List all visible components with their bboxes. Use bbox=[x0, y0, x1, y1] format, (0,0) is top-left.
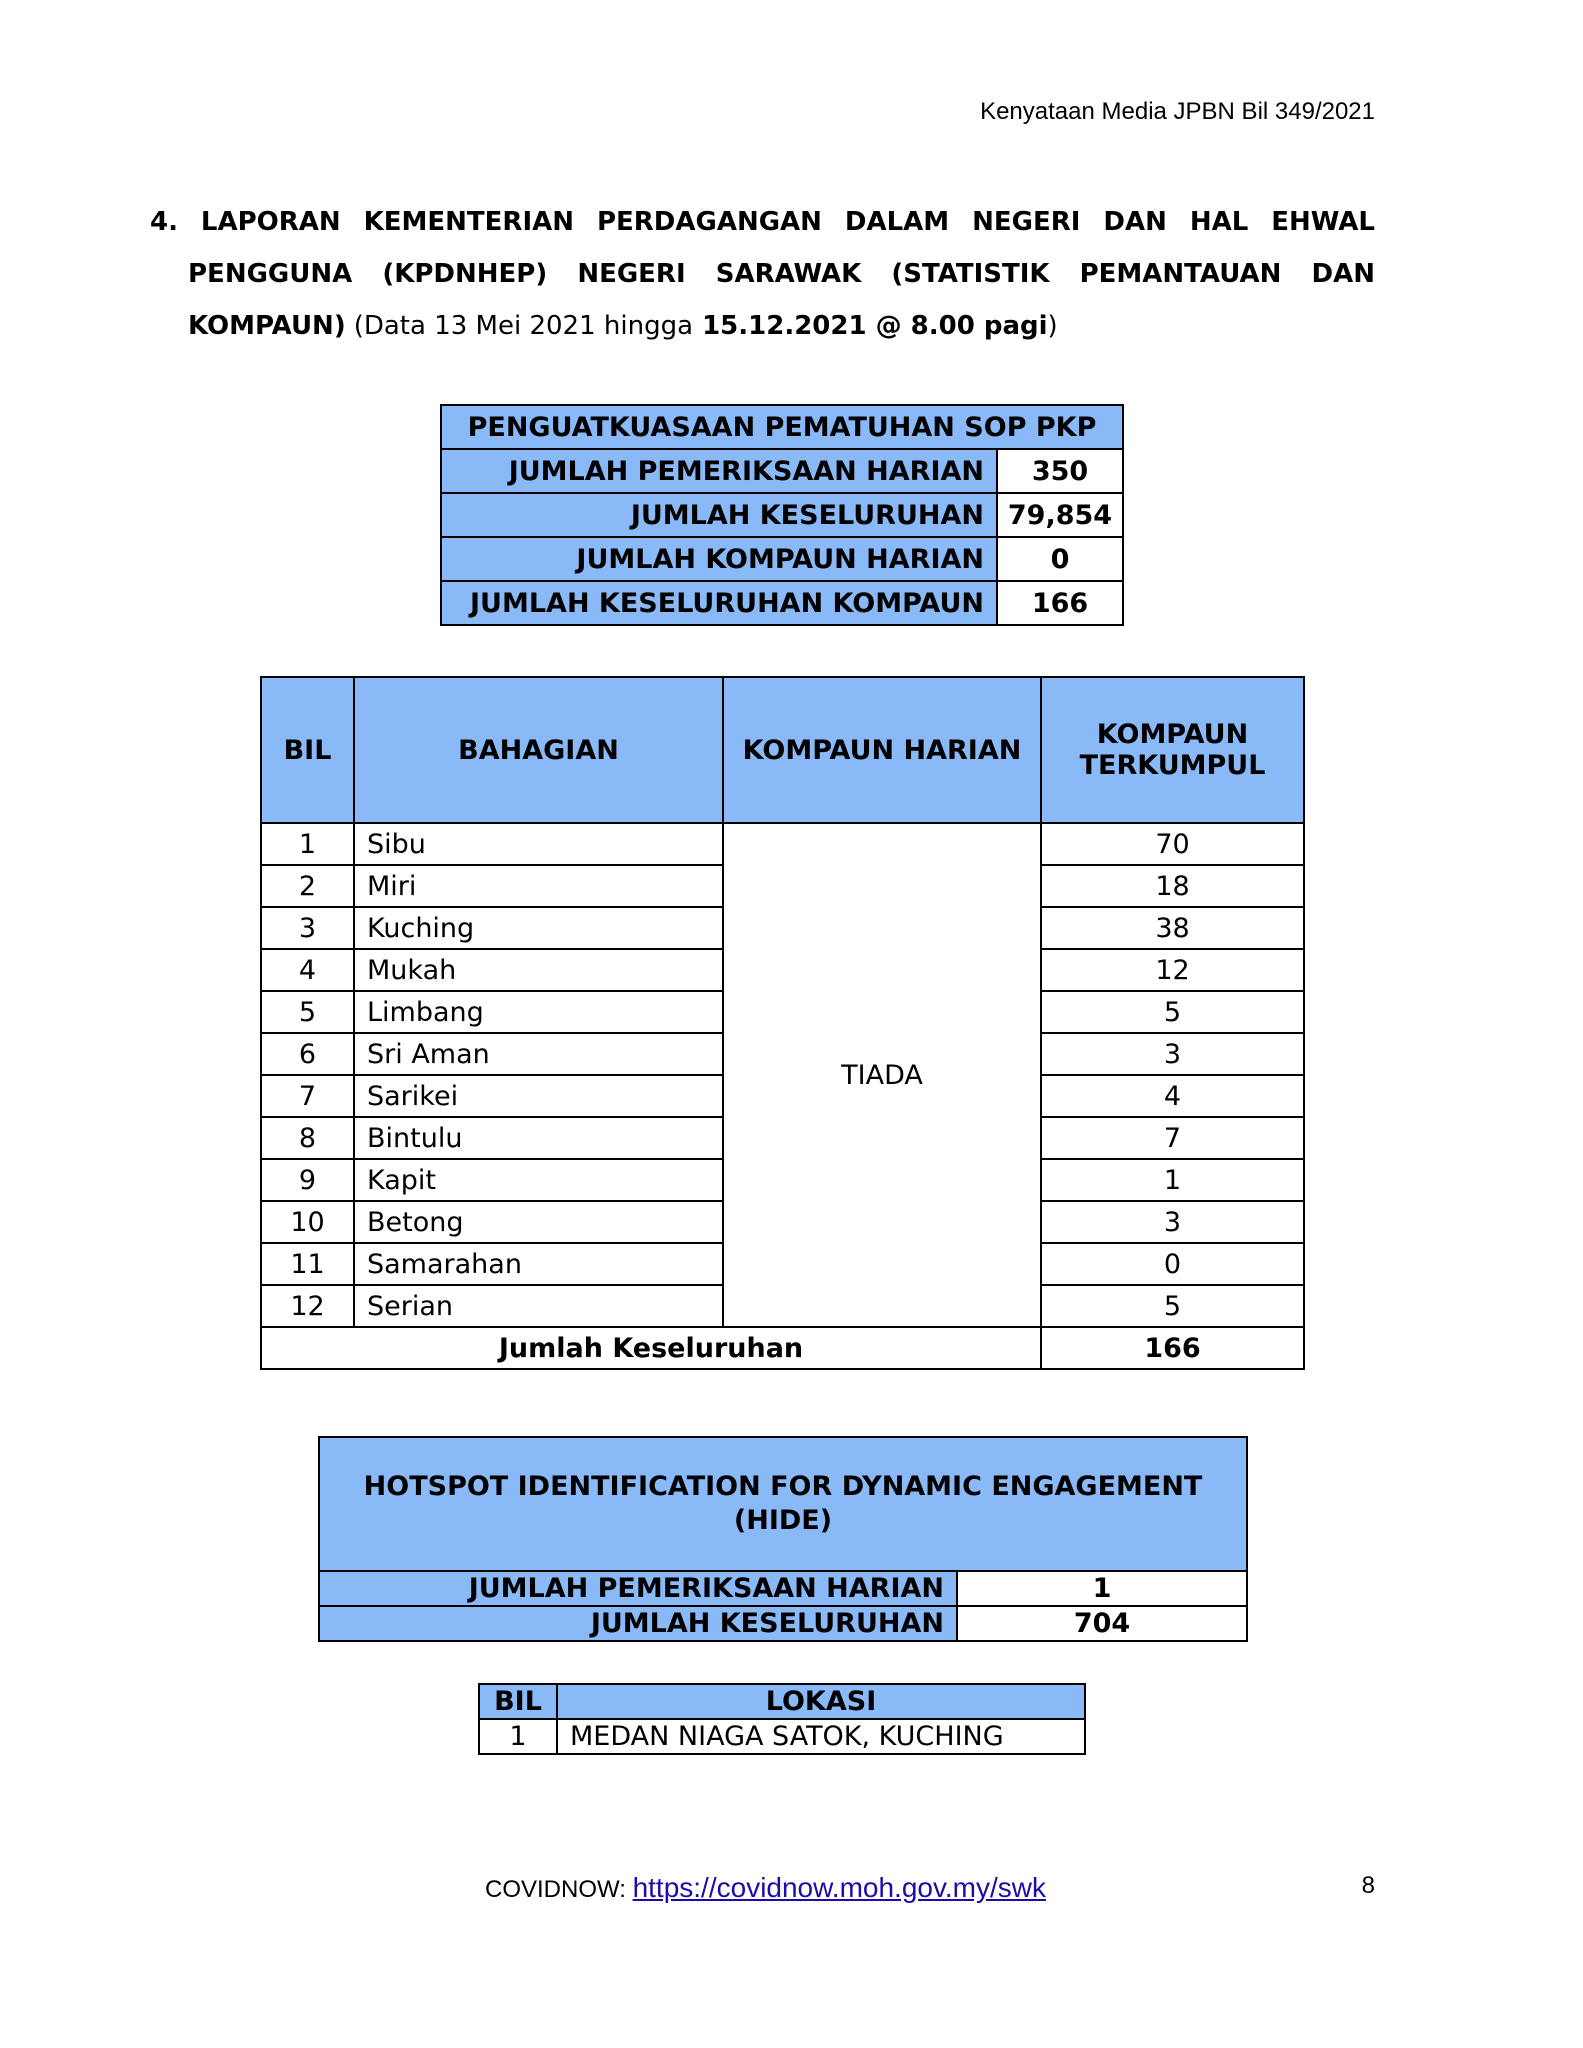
heading-word: SARAWAK bbox=[715, 259, 862, 289]
cell-kompaun-terkumpul: 7 bbox=[1041, 1117, 1304, 1159]
cell-kompaun-terkumpul: 5 bbox=[1041, 1285, 1304, 1327]
hide-table bbox=[318, 1436, 1248, 1642]
cell-bil: 1 bbox=[261, 823, 354, 865]
kompaun-by-division-table bbox=[260, 676, 1305, 1370]
header-line: TERKUMPUL bbox=[1079, 750, 1266, 781]
heading-word: HAL bbox=[1189, 207, 1249, 237]
header-bil: BIL bbox=[261, 677, 354, 823]
title-line: (HIDE) bbox=[733, 1505, 833, 1536]
cell-bahagian: Mukah bbox=[354, 949, 723, 991]
row-value: 0 bbox=[997, 537, 1123, 581]
cell-bil: 1 bbox=[479, 1719, 557, 1754]
row-label: JUMLAH KESELURUHAN bbox=[319, 1606, 957, 1641]
heading-close-paren: ) bbox=[1047, 311, 1058, 341]
heading-word: PEMANTAUAN bbox=[1079, 259, 1282, 289]
heading-line-3 bbox=[150, 300, 1375, 352]
cell-bahagian: Kuching bbox=[354, 907, 723, 949]
heading-date: 15.12.2021 @ 8.00 pagi bbox=[702, 311, 1048, 341]
heading-word: EHWAL bbox=[1271, 207, 1375, 237]
heading-line-2 bbox=[150, 248, 1375, 300]
cell-kompaun-terkumpul: 18 bbox=[1041, 865, 1304, 907]
cell-bil: 3 bbox=[261, 907, 354, 949]
heading-word: LAPORAN bbox=[200, 207, 341, 237]
cell-bil: 9 bbox=[261, 1159, 354, 1201]
header-bil: BIL bbox=[479, 1684, 557, 1719]
row-value: 704 bbox=[957, 1606, 1247, 1641]
cell-kompaun-harian-merged: TIADA bbox=[723, 823, 1041, 1327]
cell-bil: 4 bbox=[261, 949, 354, 991]
heading-word: KOMPAUN) bbox=[188, 311, 346, 341]
cell-kompaun-terkumpul: 0 bbox=[1041, 1243, 1304, 1285]
section-heading bbox=[150, 196, 1375, 352]
heading-word: (KPDNHEP) bbox=[382, 259, 548, 289]
header-kompaun-harian: KOMPAUN HARIAN bbox=[723, 677, 1041, 823]
row-label: JUMLAH KESELURUHAN bbox=[441, 493, 997, 537]
cell-kompaun-terkumpul: 12 bbox=[1041, 949, 1304, 991]
header-line: KOMPAUN bbox=[1096, 719, 1249, 750]
cell-bil: 12 bbox=[261, 1285, 354, 1327]
table-row bbox=[441, 449, 1123, 493]
header-lokasi: LOKASI bbox=[557, 1684, 1085, 1719]
cell-bil: 10 bbox=[261, 1201, 354, 1243]
cell-kompaun-terkumpul: 1 bbox=[1041, 1159, 1304, 1201]
row-label: JUMLAH KOMPAUN HARIAN bbox=[441, 537, 997, 581]
heading-word: NEGERI bbox=[577, 259, 686, 289]
document-reference: Kenyataan Media JPBN Bil 349/2021 bbox=[980, 98, 1375, 125]
row-value: 166 bbox=[997, 581, 1123, 625]
sop-enforcement-table bbox=[440, 404, 1124, 626]
cell-bahagian: Sarikei bbox=[354, 1075, 723, 1117]
cell-bahagian: Betong bbox=[354, 1201, 723, 1243]
cell-bahagian: Samarahan bbox=[354, 1243, 723, 1285]
cell-bahagian: Miri bbox=[354, 865, 723, 907]
cell-bil: 6 bbox=[261, 1033, 354, 1075]
row-label: JUMLAH PEMERIKSAAN HARIAN bbox=[319, 1571, 957, 1606]
cell-bil: 5 bbox=[261, 991, 354, 1033]
table-row bbox=[319, 1606, 1247, 1641]
covidnow-link[interactable]: https://covidnow.moh.gov.my/swk bbox=[632, 1872, 1047, 1903]
cell-kompaun-terkumpul: 5 bbox=[1041, 991, 1304, 1033]
row-label: JUMLAH KESELURUHAN KOMPAUN bbox=[441, 581, 997, 625]
heading-number: 4. bbox=[150, 207, 178, 237]
footer bbox=[485, 1872, 1046, 1904]
table-row bbox=[319, 1571, 1247, 1606]
heading-word: PERDAGANGAN bbox=[596, 207, 822, 237]
cell-bil: 2 bbox=[261, 865, 354, 907]
lokasi-table bbox=[478, 1683, 1086, 1755]
sop-table-title: PENGUATKUASAAN PEMATUHAN SOP PKP bbox=[441, 405, 1123, 449]
cell-kompaun-terkumpul: 4 bbox=[1041, 1075, 1304, 1117]
cell-bahagian: Sibu bbox=[354, 823, 723, 865]
row-label: JUMLAH PEMERIKSAAN HARIAN bbox=[441, 449, 997, 493]
heading-line-1 bbox=[150, 196, 1375, 248]
cell-bahagian: Bintulu bbox=[354, 1117, 723, 1159]
total-label: Jumlah Keseluruhan bbox=[261, 1327, 1041, 1369]
header-kompaun-terkumpul bbox=[1041, 677, 1304, 823]
hide-table-title bbox=[319, 1437, 1247, 1571]
cell-kompaun-terkumpul: 3 bbox=[1041, 1201, 1304, 1243]
cell-bahagian: Kapit bbox=[354, 1159, 723, 1201]
table-row bbox=[441, 537, 1123, 581]
heading-word: KEMENTERIAN bbox=[363, 207, 574, 237]
row-value: 1 bbox=[957, 1571, 1247, 1606]
page-number: 8 bbox=[1361, 1872, 1375, 1899]
cell-kompaun-terkumpul: 3 bbox=[1041, 1033, 1304, 1075]
row-value: 79,854 bbox=[997, 493, 1123, 537]
cell-bahagian: Sri Aman bbox=[354, 1033, 723, 1075]
total-value: 166 bbox=[1041, 1327, 1304, 1369]
cell-bahagian: Serian bbox=[354, 1285, 723, 1327]
total-row bbox=[261, 1327, 1304, 1369]
title-line: HOTSPOT IDENTIFICATION FOR DYNAMIC ENGAGEMENT bbox=[363, 1471, 1203, 1502]
cell-bahagian: Limbang bbox=[354, 991, 723, 1033]
footer-prefix: COVIDNOW: bbox=[485, 1876, 626, 1903]
heading-word: DAN bbox=[1103, 207, 1167, 237]
heading-word: PENGGUNA bbox=[188, 259, 353, 289]
heading-date-range-prefix: (Data 13 Mei 2021 hingga bbox=[353, 311, 694, 341]
heading-word: NEGERI bbox=[972, 207, 1081, 237]
row-value: 350 bbox=[997, 449, 1123, 493]
cell-kompaun-terkumpul: 38 bbox=[1041, 907, 1304, 949]
header-bahagian: BAHAGIAN bbox=[354, 677, 723, 823]
heading-word: DALAM bbox=[844, 207, 950, 237]
cell-bil: 7 bbox=[261, 1075, 354, 1117]
cell-bil: 11 bbox=[261, 1243, 354, 1285]
table-row bbox=[261, 823, 1304, 865]
heading-word: DAN bbox=[1311, 259, 1375, 289]
cell-lokasi: MEDAN NIAGA SATOK, KUCHING bbox=[557, 1719, 1085, 1754]
cell-bil: 8 bbox=[261, 1117, 354, 1159]
cell-kompaun-terkumpul: 70 bbox=[1041, 823, 1304, 865]
table-row bbox=[441, 581, 1123, 625]
table-row bbox=[479, 1719, 1085, 1754]
table-row bbox=[441, 493, 1123, 537]
heading-word: (STATISTIK bbox=[891, 259, 1050, 289]
